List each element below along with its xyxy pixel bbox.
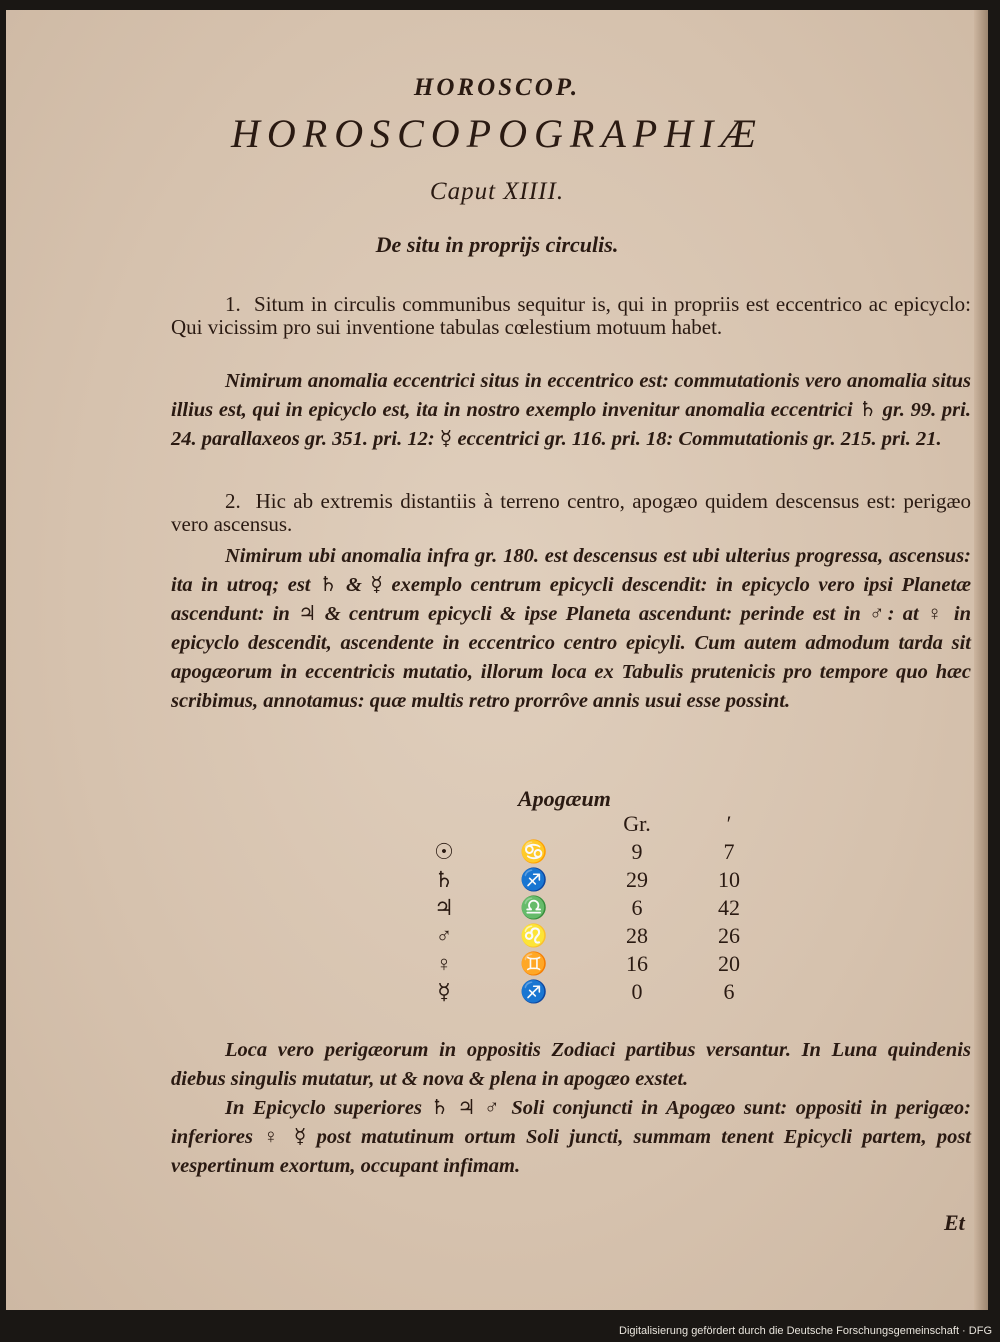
planet-symbol: ☿ (437, 979, 451, 1004)
paragraph-3 (171, 490, 971, 536)
table-row (414, 922, 778, 950)
zodiac-sign: ♊ (520, 951, 548, 976)
zodiac-sign: ♌ (520, 923, 548, 948)
book-page (6, 10, 988, 1310)
paragraph-text: Nimirum ubi anomalia infra gr. 180. est descensus est ubi ulterius progressa, ascensus: ita in utroq; est ♄ & ☿ exemplo centrum epicycli descendit: in epicyclo vero ipsi Planetæ ascendunt: in ♃ & centrum epicycli & ipse Planeta ascendunt: perinde est in ♂: at ♀ in epicyclo descendit, ascendente in eccentrico centro epicyli. Cum autem admodum tarda sit apogæorum in eccentricis mutatio, illorum loca ex Tabulis prutenicis pro tempore quo hæc scribimus, annotamus: quæ multis retro prorrôve annis usui esse possint. (171, 545, 971, 712)
planet-symbol: ♀ (435, 951, 453, 976)
page-title: HOROSCOPOGRAPHIÆ (231, 111, 763, 156)
chapter-heading: Caput XIIII. (429, 178, 565, 205)
paragraph-5 (171, 1036, 971, 1094)
minutes-cell: 7 (723, 839, 735, 864)
paragraph-text: Situm in circulis communibus sequitur is, qui in propriis est eccentrico ac epicyclo: Qui vicissim pro sui inventione tabulas cœlestium motuum habet. (171, 292, 972, 339)
table-row (414, 866, 778, 894)
zodiac-sign: ♐ (520, 979, 548, 1004)
apogaeum-table (414, 810, 778, 1006)
paragraph-4-commentary (171, 542, 971, 716)
paragraph-number: 1. (225, 292, 241, 316)
paragraph-1 (171, 293, 971, 339)
table-row (414, 950, 778, 978)
degrees-cell: 16 (626, 951, 648, 976)
zodiac-sign: ♐ (520, 867, 548, 892)
planet-symbol: ♃ (434, 895, 454, 920)
section-subtitle: De situ in proprijs circulis. (375, 232, 619, 257)
paragraph-text: Hic ab extremis distantiis à terreno centro, apogæo quidem descensus est: perigæo vero ascensus. (171, 489, 971, 536)
table-row (414, 978, 778, 1006)
paragraph-text: In Epicyclo superiores ♄ ♃ ♂ Soli conjuncti in Apogæo sunt: oppositi in perigæo: inferiores ♀ ☿ post matutinum ortum Soli juncti, summam tenent Epicycli partem, post vespertinum exortum, occupant infimam. (171, 1097, 971, 1177)
degrees-cell: 0 (631, 979, 643, 1004)
column-header-minutes: ′ (726, 811, 732, 836)
planet-symbol: ♄ (434, 867, 454, 892)
degrees-cell: 29 (626, 867, 648, 892)
planet-symbol: ☉ (434, 839, 454, 864)
minutes-cell: 20 (718, 951, 740, 976)
degrees-cell: 6 (631, 895, 643, 920)
paragraph-number: 2. (225, 489, 241, 513)
digitization-credit: Digitalisierung gefördert durch die Deutsche Forschungsgemeinschaft · DFG (619, 1325, 992, 1337)
apogaeum-title: Apogæum (518, 786, 611, 811)
minutes-cell: 42 (718, 895, 740, 920)
paragraph-2-commentary (171, 367, 971, 454)
paragraph-text: Nimirum anomalia eccentrici situs in eccentrico est: commutationis vero anomalia situs illius est, qui in epicyclo est, ita in nostro exemplo invenitur anomalia eccentrici ♄ gr. 99. pri. 24. parallaxeos gr. 351. pri. 12: ☿ eccentrici gr. 116. pri. 18: Commutationis gr. 215. pri. 21. (171, 370, 971, 450)
minutes-cell: 6 (723, 979, 735, 1004)
zodiac-sign: ♋ (520, 839, 548, 864)
minutes-cell: 26 (718, 923, 740, 948)
running-head: HOROSCOP. (413, 74, 581, 101)
column-header-degrees: Gr. (623, 811, 651, 836)
degrees-cell: 9 (631, 839, 643, 864)
column-header (414, 810, 474, 838)
catchword: Et (944, 1210, 965, 1235)
table-row (414, 894, 778, 922)
zodiac-sign: ♎ (520, 895, 548, 920)
column-header (474, 810, 594, 838)
paragraph-text: Loca vero perigæorum in oppositis Zodiaci partibus versantur. In Luna quindenis diebus singulis mutatur, ut & nova & plena in apogæo exstet. (171, 1039, 971, 1090)
table-row (414, 838, 778, 866)
degrees-cell: 28 (626, 923, 648, 948)
planet-symbol: ♂ (435, 923, 453, 948)
minutes-cell: 10 (718, 867, 740, 892)
paragraph-6 (171, 1094, 971, 1181)
table-header-row (414, 810, 778, 838)
